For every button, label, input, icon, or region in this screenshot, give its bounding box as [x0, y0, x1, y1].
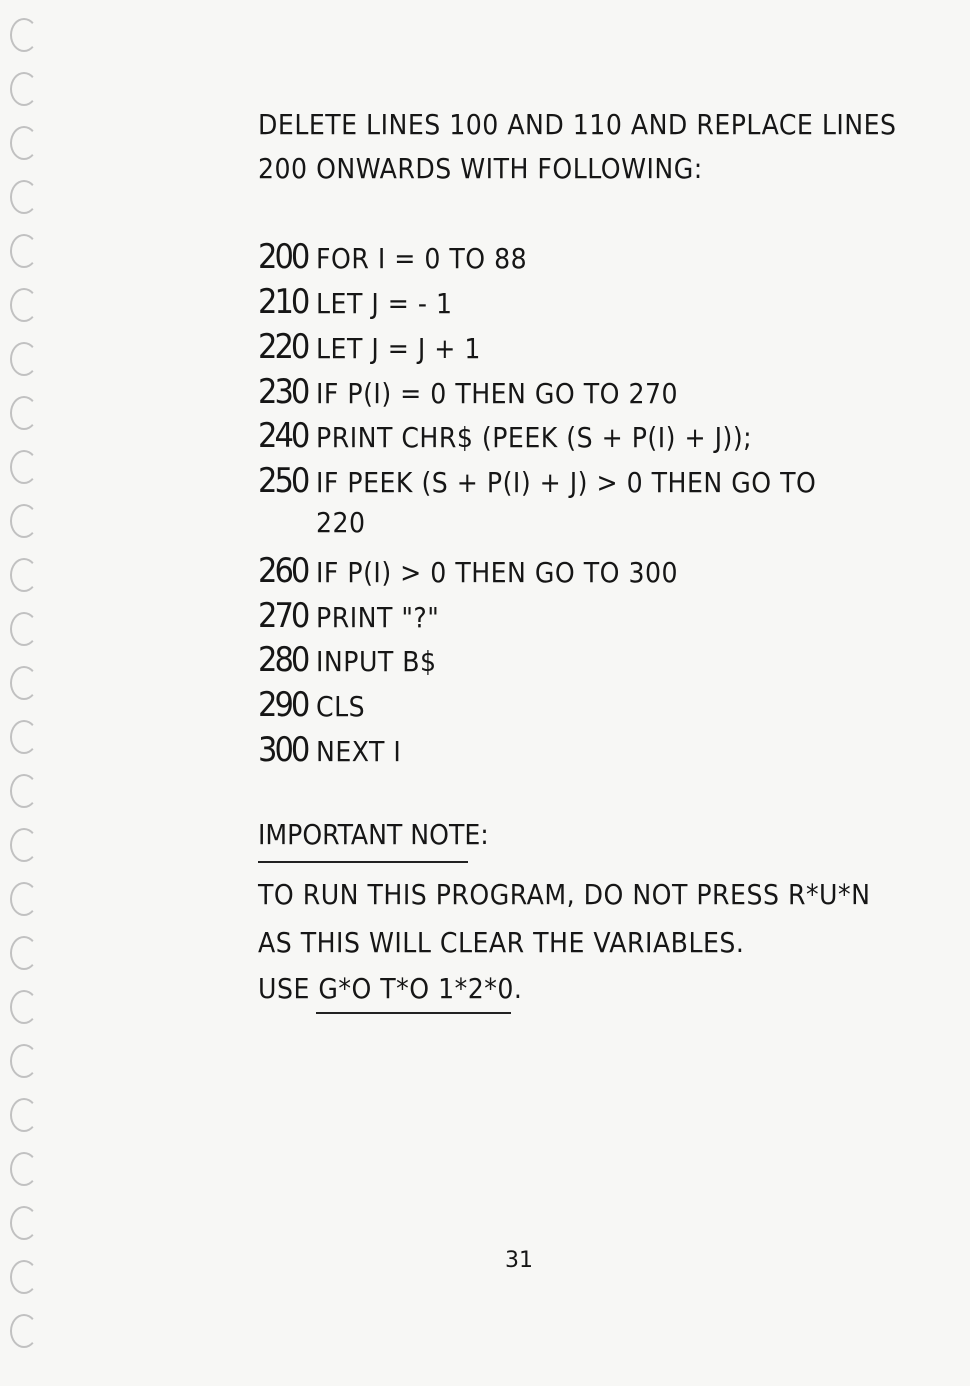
program-line: 290 CLS: [258, 685, 366, 725]
program-line: 210 LET J = - 1: [258, 282, 453, 322]
intro-line-2: 200 ONWARDS WITH FOLLOWING:: [258, 152, 703, 185]
program-line: 280 INPUT B$: [258, 640, 437, 680]
note-line-1: TO RUN THIS PROGRAM, DO NOT PRESS R*U*N: [258, 878, 871, 911]
important-note-heading: IMPORTANT NOTE:: [258, 818, 489, 851]
note-line-3: USE G*O T*O 1*2*0.: [258, 972, 523, 1005]
program-line: 260 IF P(I) > 0 THEN GO TO 300: [258, 551, 679, 591]
program-line: 230 IF P(I) = 0 THEN GO TO 270: [258, 372, 679, 412]
intro-line-1: DELETE LINES 100 AND 110 AND REPLACE LINES: [258, 108, 897, 141]
heading-underline: [258, 861, 468, 863]
page-number: 31: [505, 1248, 533, 1273]
binding-holes: [0, 0, 50, 1386]
program-line: 220 LET J = J + 1: [258, 327, 481, 367]
program-line: 250 IF PEEK (S + P(I) + J) > 0 THEN GO TO: [258, 461, 817, 501]
program-line: 270 PRINT "?": [258, 596, 440, 636]
program-line: 300 NEXT I: [258, 730, 402, 770]
program-line: 240 PRINT CHR$ (PEEK (S + P(I) + J));: [258, 416, 753, 456]
program-line-continuation: 220: [316, 506, 366, 539]
program-line: 200 FOR I = 0 TO 88: [258, 237, 528, 277]
note-underline: [316, 1012, 511, 1014]
note-line-2: AS THIS WILL CLEAR THE VARIABLES.: [258, 926, 745, 959]
